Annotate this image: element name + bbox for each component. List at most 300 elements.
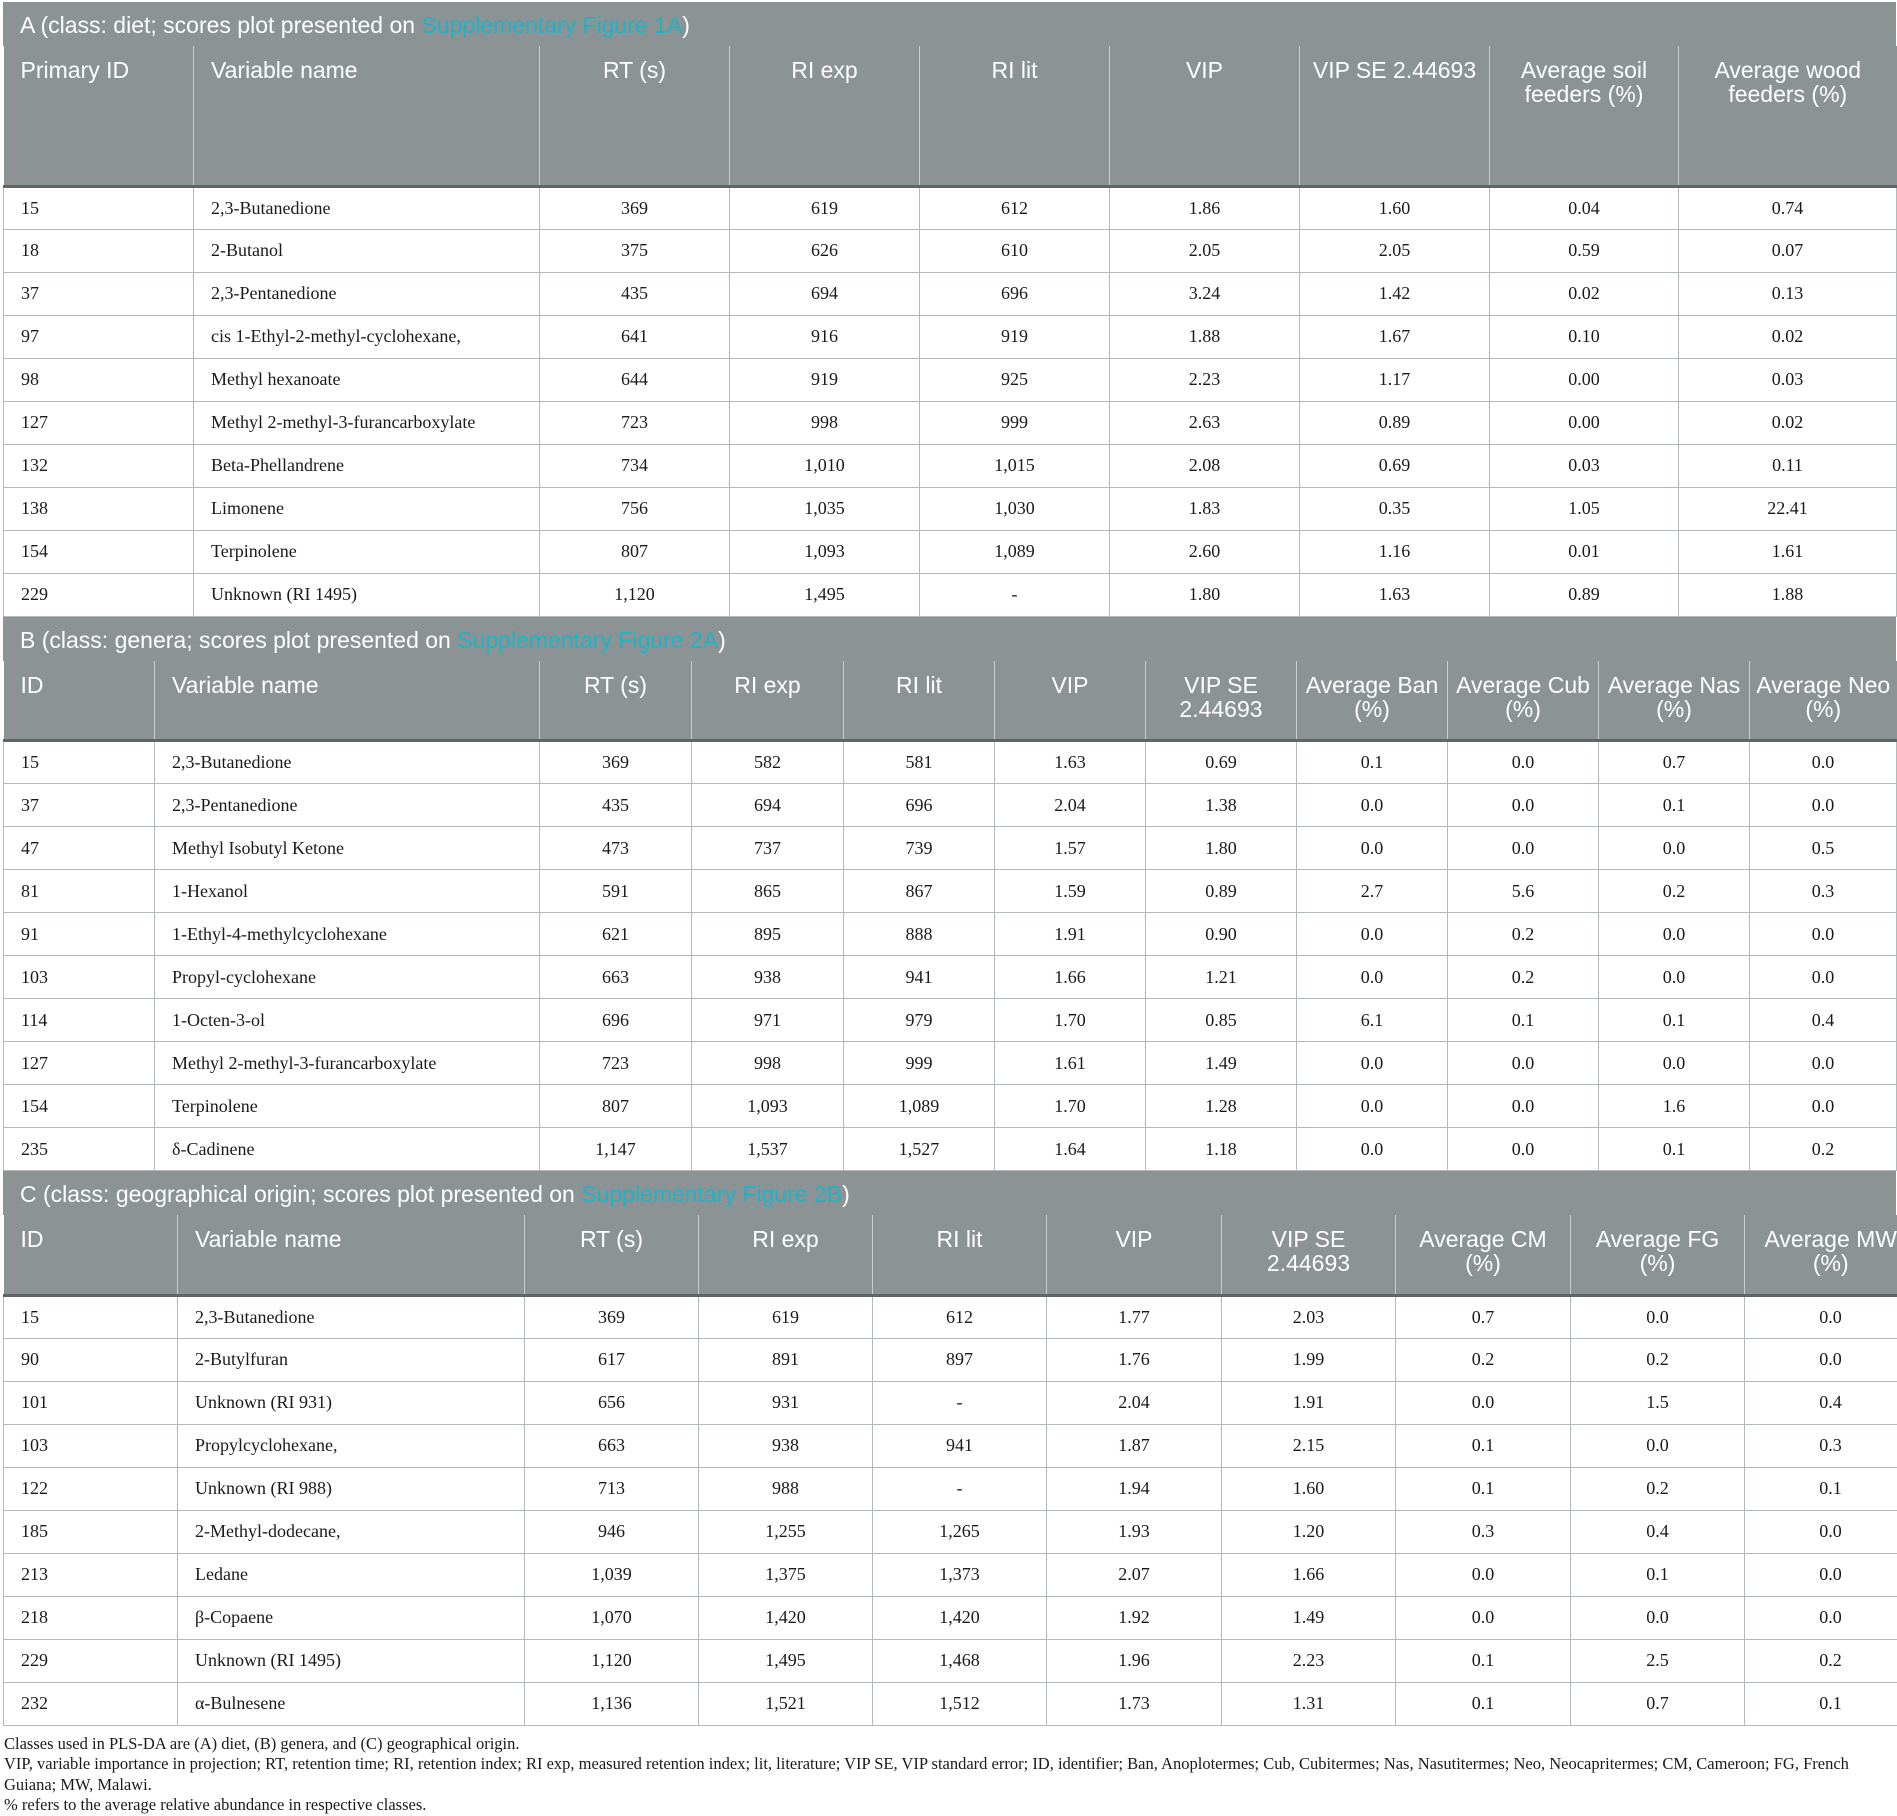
table-cell: 2.08 <box>1110 444 1300 487</box>
table-cell: 0.1 <box>1396 1424 1571 1467</box>
table-cell: 1.86 <box>1110 186 1300 229</box>
table-cell: 0.0 <box>1297 1085 1448 1128</box>
table-b-header-row <box>4 661 1897 741</box>
table-cell: 891 <box>699 1338 873 1381</box>
section-b-title <box>3 617 1896 661</box>
table-cell: 0.1 <box>1599 1128 1750 1171</box>
table-row <box>4 487 1897 530</box>
table-cell: - <box>873 1467 1047 1510</box>
table-cell: 0.03 <box>1679 358 1897 401</box>
table-cell: 213 <box>4 1553 178 1596</box>
table-cell: Methyl 2-methyl-3-furancarboxylate <box>194 401 540 444</box>
table-cell: 1.70 <box>995 999 1146 1042</box>
table-cell: 0.07 <box>1679 229 1897 272</box>
table-c <box>3 1215 1897 1726</box>
table-cell: 2,3-Butanedione <box>194 186 540 229</box>
table-cell: 581 <box>844 741 995 784</box>
table-cell: 2.5 <box>1571 1639 1745 1682</box>
table-cell: 98 <box>4 358 194 401</box>
table-row <box>4 444 1897 487</box>
table-cell: 2.03 <box>1222 1295 1396 1338</box>
table-cell: 0.69 <box>1146 741 1297 784</box>
footnotes <box>3 1726 1896 1816</box>
table-cell: 0.89 <box>1490 573 1679 616</box>
table-cell: 1,495 <box>699 1639 873 1682</box>
table-cell: 644 <box>540 358 730 401</box>
table-cell: 0.04 <box>1490 186 1679 229</box>
table-cell: 998 <box>692 1042 844 1085</box>
table-cell: 15 <box>4 1295 178 1338</box>
table-cell: 1.73 <box>1047 1682 1222 1725</box>
table-cell: 1,495 <box>730 573 920 616</box>
table-cell: Terpinolene <box>155 1085 540 1128</box>
section-b-title-suffix: ) <box>718 627 726 653</box>
table-cell: 0.0 <box>1750 784 1897 827</box>
table-cell: 626 <box>730 229 920 272</box>
table-cell: 1.94 <box>1047 1467 1222 1510</box>
table-cell: 0.00 <box>1490 358 1679 401</box>
table-cell: Terpinolene <box>194 530 540 573</box>
table-cell: 2.7 <box>1297 870 1448 913</box>
table-cell: 1,030 <box>920 487 1110 530</box>
table-cell: 2-Butanol <box>194 229 540 272</box>
table-cell: 1.61 <box>995 1042 1146 1085</box>
table-cell: 916 <box>730 315 920 358</box>
table-cell: 734 <box>540 444 730 487</box>
table-cell: 138 <box>4 487 194 530</box>
section-a-figure-link[interactable]: Supplementary Figure 1A <box>421 12 682 38</box>
table-cell: 1-Octen-3-ol <box>155 999 540 1042</box>
table-cell: 0.0 <box>1599 956 1750 999</box>
table-cell: 0.2 <box>1571 1467 1745 1510</box>
column-header: RT (s) <box>540 46 730 186</box>
column-header: Average wood feeders (%) <box>1679 46 1897 186</box>
table-cell: 737 <box>692 827 844 870</box>
table-cell: 0.00 <box>1490 401 1679 444</box>
column-header: ID <box>4 1215 178 1295</box>
table-row <box>4 1467 1897 1510</box>
table-cell: 1.99 <box>1222 1338 1396 1381</box>
table-cell: 2.05 <box>1110 229 1300 272</box>
section-c-title-prefix: C (class: geographical origin; scores plot presented on <box>20 1181 581 1207</box>
table-cell: 0.0 <box>1297 956 1448 999</box>
table-cell: 1.31 <box>1222 1682 1396 1725</box>
table-row <box>4 1085 1897 1128</box>
table-cell: 1,010 <box>730 444 920 487</box>
column-header: RI lit <box>920 46 1110 186</box>
table-cell: 2.15 <box>1222 1424 1396 1467</box>
table-cell: 1.80 <box>1110 573 1300 616</box>
table-cell: 617 <box>525 1338 699 1381</box>
table-row <box>4 1381 1897 1424</box>
table-cell: 0.01 <box>1490 530 1679 573</box>
table-cell: Methyl Isobutyl Ketone <box>155 827 540 870</box>
table-cell: 1,093 <box>692 1085 844 1128</box>
table-cell: 1.70 <box>995 1085 1146 1128</box>
section-c-title-suffix: ) <box>842 1181 850 1207</box>
table-cell: 1,147 <box>540 1128 692 1171</box>
table-cell: 3.24 <box>1110 272 1300 315</box>
table-cell: 0.0 <box>1396 1596 1571 1639</box>
table-cell: 1.88 <box>1679 573 1897 616</box>
column-header: Primary ID <box>4 46 194 186</box>
column-header: Average CM (%) <box>1396 1215 1571 1295</box>
table-cell: 619 <box>699 1295 873 1338</box>
table-cell: 127 <box>4 1042 155 1085</box>
table-cell: 0.35 <box>1300 487 1490 530</box>
table-cell: 919 <box>730 358 920 401</box>
column-header: RI lit <box>844 661 995 741</box>
table-cell: 114 <box>4 999 155 1042</box>
table-cell: 0.02 <box>1679 401 1897 444</box>
table-cell: 756 <box>540 487 730 530</box>
table-cell: 0.1 <box>1745 1682 1897 1725</box>
table-cell: α-Bulnesene <box>178 1682 525 1725</box>
table-row <box>4 229 1897 272</box>
table-cell: 0.2 <box>1448 913 1599 956</box>
table-cell: 2.23 <box>1222 1639 1396 1682</box>
table-cell: 1.60 <box>1300 186 1490 229</box>
table-cell: 0.0 <box>1745 1338 1897 1381</box>
table-cell: 1.57 <box>995 827 1146 870</box>
table-cell: 97 <box>4 315 194 358</box>
table-cell: 1.83 <box>1110 487 1300 530</box>
table-cell: 0.74 <box>1679 186 1897 229</box>
table-cell: 229 <box>4 1639 178 1682</box>
table-cell: 1,420 <box>699 1596 873 1639</box>
table-row <box>4 1596 1897 1639</box>
table-cell: 0.0 <box>1750 913 1897 956</box>
table-cell: Unknown (RI 1495) <box>178 1639 525 1682</box>
table-cell: 1.05 <box>1490 487 1679 530</box>
table-cell: 931 <box>699 1381 873 1424</box>
table-cell: 0.2 <box>1599 870 1750 913</box>
table-cell: 154 <box>4 1085 155 1128</box>
table-cell: 1.20 <box>1222 1510 1396 1553</box>
table-cell: 0.5 <box>1750 827 1897 870</box>
table-cell: 807 <box>540 530 730 573</box>
footnote: VIP, variable importance in projection; RT, retention time; RI, retention index; RI exp, measured retention index; lit, literature; VIP SE, VIP standard error; ID, identifier; Ban, Anoplotermes; Cub, Cubitermes; Nas, Nasutitermes; Neo, Neocapritermes; CM, Cameroon; FG, French Guiana; MW, Malawi. <box>4 1754 1896 1795</box>
column-header: Average soil feeders (%) <box>1490 46 1679 186</box>
table-cell: 0.90 <box>1146 913 1297 956</box>
column-header: VIP SE 2.44693 <box>1222 1215 1396 1295</box>
table-cell: 1.91 <box>1222 1381 1396 1424</box>
table-cell: 1,375 <box>699 1553 873 1596</box>
table-cell: - <box>920 573 1110 616</box>
table-cell: 0.4 <box>1745 1381 1897 1424</box>
column-header: VIP <box>1110 46 1300 186</box>
table-cell: 1.63 <box>1300 573 1490 616</box>
table-cell: 656 <box>525 1381 699 1424</box>
table-cell: 694 <box>730 272 920 315</box>
table-row <box>4 741 1897 784</box>
table-cell: 1,070 <box>525 1596 699 1639</box>
table-cell: 865 <box>692 870 844 913</box>
table-row <box>4 1639 1897 1682</box>
table-cell: 0.4 <box>1571 1510 1745 1553</box>
table-row <box>4 401 1897 444</box>
table-cell: 895 <box>692 913 844 956</box>
table-cell: 1,265 <box>873 1510 1047 1553</box>
table-cell: 919 <box>920 315 1110 358</box>
table-cell: 1.18 <box>1146 1128 1297 1171</box>
table-cell: 1.49 <box>1146 1042 1297 1085</box>
table-row <box>4 186 1897 229</box>
table-cell: Beta-Phellandrene <box>194 444 540 487</box>
table-cell: 1.61 <box>1679 530 1897 573</box>
table-cell: 591 <box>540 870 692 913</box>
table-row <box>4 1510 1897 1553</box>
table-cell: 1.64 <box>995 1128 1146 1171</box>
table-a-header-row <box>4 46 1897 186</box>
table-cell: 582 <box>692 741 844 784</box>
table-cell: 1,039 <box>525 1553 699 1596</box>
section-a-title <box>3 2 1896 46</box>
table-cell: 0.0 <box>1571 1295 1745 1338</box>
table-cell: 0.13 <box>1679 272 1897 315</box>
table-cell: 1.21 <box>1146 956 1297 999</box>
table-cell: 0.0 <box>1599 1042 1750 1085</box>
table-cell: 2.23 <box>1110 358 1300 401</box>
table-cell: 971 <box>692 999 844 1042</box>
table-cell: 0.85 <box>1146 999 1297 1042</box>
table-cell: 0.1 <box>1396 1682 1571 1725</box>
table-cell: 946 <box>525 1510 699 1553</box>
table-cell: 0.89 <box>1146 870 1297 913</box>
table-cell: 1.67 <box>1300 315 1490 358</box>
table-cell: Methyl hexanoate <box>194 358 540 401</box>
table-cell: 235 <box>4 1128 155 1171</box>
table-row <box>4 1553 1897 1596</box>
table-cell: 122 <box>4 1467 178 1510</box>
table-cell: 1,537 <box>692 1128 844 1171</box>
table-cell: 612 <box>920 186 1110 229</box>
table-cell: 1.63 <box>995 741 1146 784</box>
table-cell: 1.49 <box>1222 1596 1396 1639</box>
section-c-figure-link[interactable]: Supplementary Figure 2B <box>581 1181 842 1207</box>
table-cell: 0.2 <box>1750 1128 1897 1171</box>
table-cell: 5.6 <box>1448 870 1599 913</box>
document <box>3 2 1896 1816</box>
table-cell: 663 <box>540 956 692 999</box>
table-cell: 154 <box>4 530 194 573</box>
table-cell: 0.0 <box>1571 1596 1745 1639</box>
table-cell: 0.0 <box>1750 741 1897 784</box>
table-row <box>4 913 1897 956</box>
table-cell: 0.0 <box>1448 1042 1599 1085</box>
table-cell: Limonene <box>194 487 540 530</box>
table-cell: 0.7 <box>1599 741 1750 784</box>
table-cell: 0.0 <box>1448 784 1599 827</box>
table-row <box>4 1682 1897 1725</box>
table-cell: 18 <box>4 229 194 272</box>
table-row <box>4 1042 1897 1085</box>
table-cell: 941 <box>844 956 995 999</box>
table-b <box>3 661 1897 1172</box>
table-cell: 1.93 <box>1047 1510 1222 1553</box>
table-cell: 0.7 <box>1396 1295 1571 1338</box>
table-cell: 2,3-Pentanedione <box>194 272 540 315</box>
table-cell: 0.59 <box>1490 229 1679 272</box>
table-cell: 0.0 <box>1599 913 1750 956</box>
table-cell: 1.66 <box>1222 1553 1396 1596</box>
table-cell: 0.0 <box>1745 1510 1897 1553</box>
table-cell: 6.1 <box>1297 999 1448 1042</box>
table-cell: 185 <box>4 1510 178 1553</box>
table-cell: 0.0 <box>1297 784 1448 827</box>
table-cell: 132 <box>4 444 194 487</box>
table-cell: 47 <box>4 827 155 870</box>
column-header: Variable name <box>194 46 540 186</box>
table-cell: 723 <box>540 401 730 444</box>
table-cell: 101 <box>4 1381 178 1424</box>
table-cell: 1.66 <box>995 956 1146 999</box>
table-cell: 15 <box>4 741 155 784</box>
table-cell: 0.0 <box>1297 913 1448 956</box>
table-cell: 0.02 <box>1490 272 1679 315</box>
table-cell: 90 <box>4 1338 178 1381</box>
table-cell: - <box>873 1381 1047 1424</box>
table-cell: 1.92 <box>1047 1596 1222 1639</box>
table-cell: 2.63 <box>1110 401 1300 444</box>
table-cell: 0.2 <box>1571 1338 1745 1381</box>
table-cell: 103 <box>4 1424 178 1467</box>
table-cell: 0.1 <box>1396 1467 1571 1510</box>
table-row <box>4 358 1897 401</box>
table-cell: 1.59 <box>995 870 1146 913</box>
table-cell: 37 <box>4 272 194 315</box>
table-cell: 0.1 <box>1599 999 1750 1042</box>
table-a-body <box>4 186 1897 616</box>
table-cell: 0.4 <box>1750 999 1897 1042</box>
table-cell: 435 <box>540 784 692 827</box>
table-cell: 1,120 <box>540 573 730 616</box>
section-b-title-prefix: B (class: genera; scores plot presented on <box>20 627 457 653</box>
table-cell: 0.0 <box>1745 1295 1897 1338</box>
table-row <box>4 315 1897 358</box>
table-cell: 0.03 <box>1490 444 1679 487</box>
table-cell: 1.17 <box>1300 358 1490 401</box>
table-cell: Unknown (RI 931) <box>178 1381 525 1424</box>
column-header: RI exp <box>692 661 844 741</box>
table-cell: 0.02 <box>1679 315 1897 358</box>
column-header: Average MW (%) <box>1745 1215 1897 1295</box>
table-cell: Methyl 2-methyl-3-furancarboxylate <box>155 1042 540 1085</box>
table-row <box>4 1295 1897 1338</box>
table-cell: 0.3 <box>1745 1424 1897 1467</box>
table-cell: 127 <box>4 401 194 444</box>
table-row <box>4 573 1897 616</box>
table-cell: 621 <box>540 913 692 956</box>
table-row <box>4 870 1897 913</box>
table-cell: 1,120 <box>525 1639 699 1682</box>
table-a <box>3 46 1897 617</box>
column-header: VIP SE 2.44693 <box>1300 46 1490 186</box>
table-cell: 2.04 <box>995 784 1146 827</box>
table-cell: 897 <box>873 1338 1047 1381</box>
table-cell: 2.60 <box>1110 530 1300 573</box>
table-cell: 1,420 <box>873 1596 1047 1639</box>
table-cell: 999 <box>920 401 1110 444</box>
table-cell: 0.10 <box>1490 315 1679 358</box>
table-cell: 0.0 <box>1750 1085 1897 1128</box>
table-cell: 0.11 <box>1679 444 1897 487</box>
table-cell: 0.0 <box>1448 741 1599 784</box>
table-row <box>4 1424 1897 1467</box>
table-cell: 473 <box>540 827 692 870</box>
table-cell: 938 <box>699 1424 873 1467</box>
table-c-header-row <box>4 1215 1897 1295</box>
section-c-title <box>3 1171 1896 1215</box>
table-cell: 1.38 <box>1146 784 1297 827</box>
table-cell: Propylcyclohexane, <box>178 1424 525 1467</box>
table-cell: 1.91 <box>995 913 1146 956</box>
table-cell: 1,015 <box>920 444 1110 487</box>
table-row <box>4 1338 1897 1381</box>
table-cell: 0.0 <box>1396 1381 1571 1424</box>
table-cell: 999 <box>844 1042 995 1085</box>
column-header: Average FG (%) <box>1571 1215 1745 1295</box>
table-cell: 103 <box>4 956 155 999</box>
table-cell: 0.2 <box>1448 956 1599 999</box>
table-cell: 612 <box>873 1295 1047 1338</box>
table-cell: 0.3 <box>1750 870 1897 913</box>
table-cell: 2,3-Pentanedione <box>155 784 540 827</box>
column-header: RI lit <box>873 1215 1047 1295</box>
table-cell: 0.0 <box>1599 827 1750 870</box>
table-cell: 0.0 <box>1297 1128 1448 1171</box>
column-header: Variable name <box>178 1215 525 1295</box>
table-cell: 0.0 <box>1448 1085 1599 1128</box>
table-cell: 610 <box>920 229 1110 272</box>
table-cell: 1,468 <box>873 1639 1047 1682</box>
table-cell: 0.1 <box>1599 784 1750 827</box>
table-cell: 375 <box>540 229 730 272</box>
table-cell: 1,512 <box>873 1682 1047 1725</box>
table-cell: Unknown (RI 988) <box>178 1467 525 1510</box>
table-cell: 696 <box>540 999 692 1042</box>
table-cell: 998 <box>730 401 920 444</box>
column-header: Average Nas (%) <box>1599 661 1750 741</box>
table-cell: 0.1 <box>1448 999 1599 1042</box>
table-cell: 938 <box>692 956 844 999</box>
section-b-figure-link[interactable]: Supplementary Figure 2A <box>457 627 718 653</box>
table-cell: β-Copaene <box>178 1596 525 1639</box>
table-cell: 619 <box>730 186 920 229</box>
table-cell: 867 <box>844 870 995 913</box>
table-cell: 0.0 <box>1750 956 1897 999</box>
table-cell: 1.80 <box>1146 827 1297 870</box>
table-cell: 979 <box>844 999 995 1042</box>
table-cell: 369 <box>540 741 692 784</box>
table-cell: 0.0 <box>1745 1553 1897 1596</box>
table-row <box>4 827 1897 870</box>
column-header: RI exp <box>699 1215 873 1295</box>
table-cell: 0.1 <box>1297 741 1448 784</box>
table-row <box>4 956 1897 999</box>
column-header: Average Cub (%) <box>1448 661 1599 741</box>
table-row <box>4 272 1897 315</box>
column-header: VIP <box>1047 1215 1222 1295</box>
table-cell: 0.0 <box>1745 1596 1897 1639</box>
table-cell: 1,521 <box>699 1682 873 1725</box>
footnote: Classes used in PLS-DA are (A) diet, (B) genera, and (C) geographical origin. <box>4 1734 1896 1755</box>
table-cell: 2-Methyl-dodecane, <box>178 1510 525 1553</box>
table-cell: 1,093 <box>730 530 920 573</box>
table-row <box>4 530 1897 573</box>
table-cell: Unknown (RI 1495) <box>194 573 540 616</box>
table-cell: 81 <box>4 870 155 913</box>
